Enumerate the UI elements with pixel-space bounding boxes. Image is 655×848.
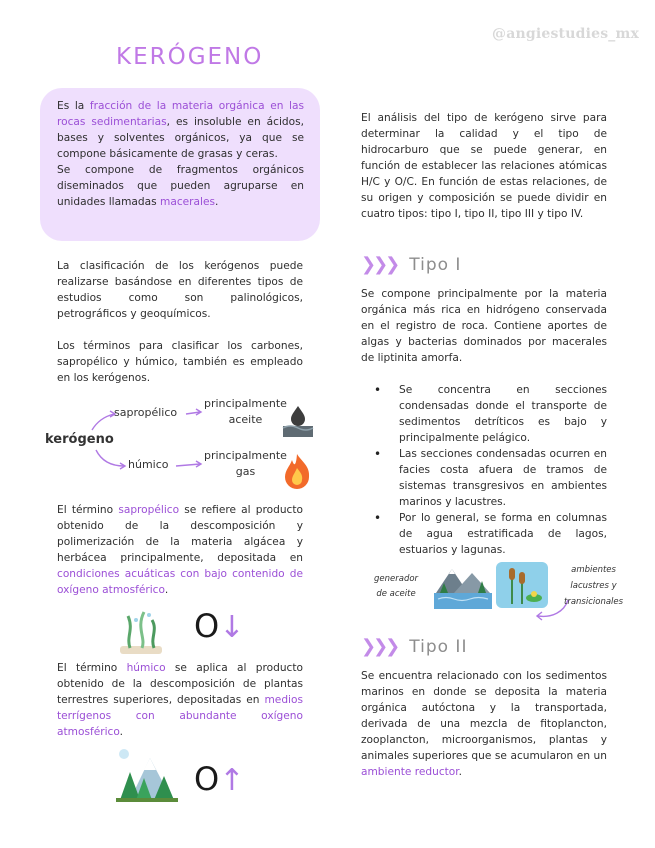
diagram-root: kerógeno <box>45 432 114 447</box>
tipo1-bullet-list <box>399 382 607 558</box>
definition-text: Es la fracción de la materia orgánica en las rocas sedimentarias, es insoluble en ácidos, bases y solventes orgánicos, ya que se compone básicamente de grasas y ceras. Se compone de fragmentos orgánicos diseminados que pueden agruparse en unidades llamadas macerales. <box>57 100 304 208</box>
page-title: KERÓGENO <box>116 44 264 70</box>
chevrons-icon: ❯❯❯ <box>361 254 398 275</box>
oxygen-low-indicator: O↓ <box>194 607 245 645</box>
sapropelico-paragraph: El término sapropélico se refiere al producto obtenido de la descomposición y polimerización de la materia algácea y herbácea principalmente, depositada en condiciones acuáticas con bajo contenido de oxígeno atmosférico. <box>57 504 304 596</box>
tipo2-paragraph: Se encuentra relacionado con los sedimentos marinos en donde se deposita la materia orgánica autóctona y la transportada, derivada de una mezcla de fitoplancton, zooplancton, microorganismos, plantas y animales superiores que se acumularon en un ambiente reductor. <box>361 670 607 778</box>
tipo1-intro: Se compone principalmente por la materia orgánica más rica en hidrógeno conservada en el registro de roca. Contiene aportes de algas y bacterias dominados por macerales de liptinita amorfa. <box>361 288 607 364</box>
note-generador-aceite: generador de aceite <box>374 574 419 599</box>
humico-paragraph: El término húmico se aplica al producto obtenido de la descomposición de plantas terrestres superiores, depositadas en medios terrígenos con abundante oxígeno atmosférico. <box>57 662 304 738</box>
forest-mountain-icon <box>116 746 178 802</box>
diagram-result-gas: principalmente gas <box>204 449 287 478</box>
list-item: • Por lo general, se forma en columnas de agua estratificada de lagos, estuarios y lagunas. <box>399 510 607 558</box>
arrow-up-icon: ↑ <box>219 763 245 798</box>
diagram-result-aceite: principalmente aceite <box>204 397 287 426</box>
watermark: @angiestudies_mx <box>492 26 640 42</box>
list-item: • Se concentra en secciones condensadas donde el transporte de sedimentos detríticos es bajo y principalmente pelágico. <box>399 382 607 446</box>
seaweed-icon <box>116 606 166 656</box>
terms-paragraph: Los términos para clasificar los carbones, sapropélico y húmico, también es empleado en los kerógenos. <box>57 340 303 384</box>
chevrons-icon: ❯❯❯ <box>361 636 398 657</box>
oil-drop-icon <box>280 402 316 438</box>
flame-icon <box>282 452 312 490</box>
analysis-paragraph: El análisis del tipo de kerógeno sirve para determinar la calidad y el tipo de hidrocarburo que se puede generar, en función de establecer las relaciones atómicas H/C y O/C. En función de estas relaciones, de su origen y composición se puede dividir en cuatro tipos: tipo I, tipo II, tipo III y tipo IV. <box>361 112 607 220</box>
note-ambientes: ambientes lacustres y transicionales <box>564 565 624 607</box>
arrow-down-icon: ↓ <box>219 610 245 645</box>
list-item: • Las secciones condensadas ocurren en facies costa afuera de tramos de sistemas transgresivos en ambientes marinos y lacustres. <box>399 446 607 510</box>
kerogen-diagram <box>40 392 320 492</box>
diagram-branch-sapropelico: sapropélico <box>114 406 178 419</box>
classification-paragraph: La clasificación de los kerógenos puede realizarse basándose en diferentes tipos de estudios como son palinológicos, petrográficos y geoquímicos. <box>57 260 303 320</box>
diagram-branch-humico: húmico <box>128 458 169 471</box>
tipo1-heading: ❯❯❯ Tipo I <box>361 254 462 275</box>
oxygen-high-indicator: O↑ <box>194 760 245 798</box>
tipo2-heading: ❯❯❯ Tipo II <box>361 636 468 657</box>
lake-mountain-icon <box>434 563 492 609</box>
